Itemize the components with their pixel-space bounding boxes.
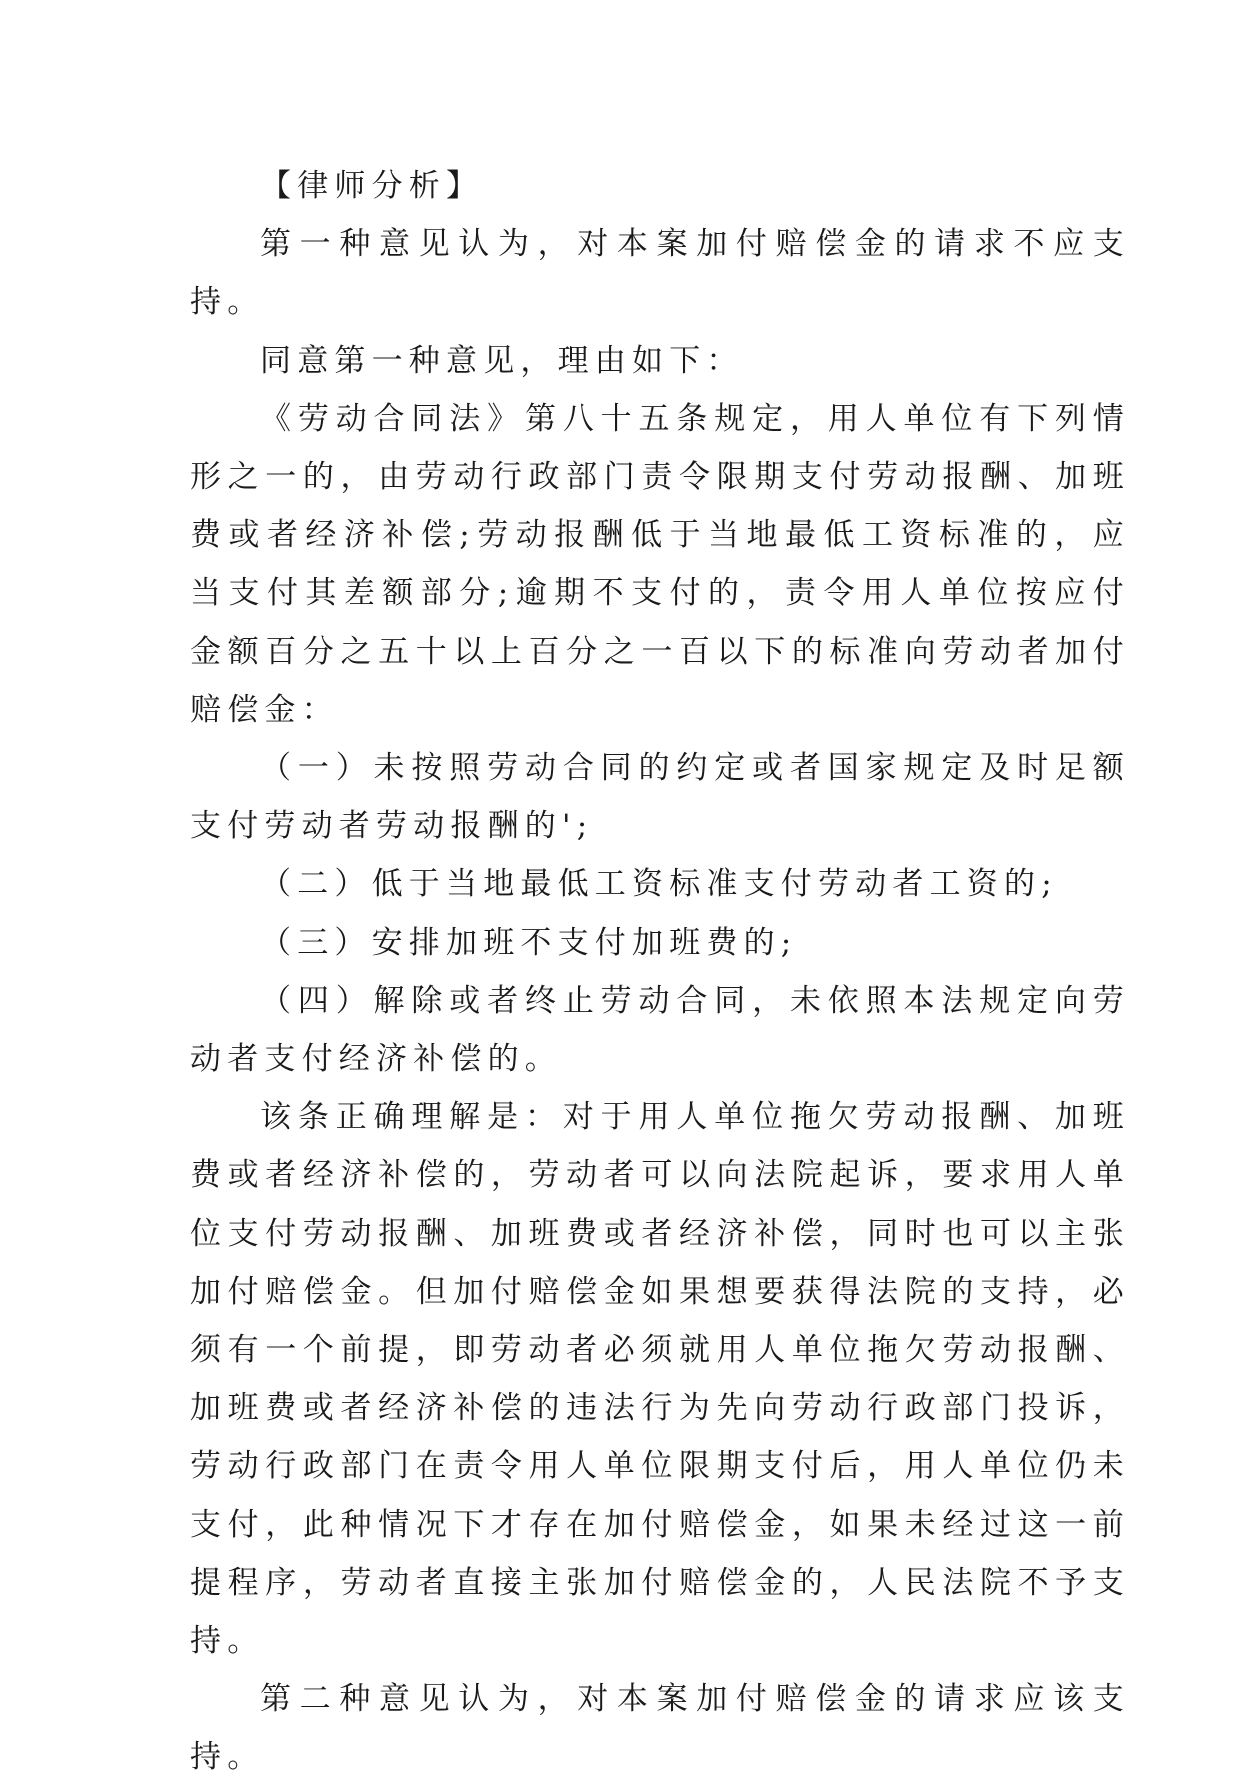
paragraph-item-2: （二）低于当地最低工资标准支付劳动者工资的; [260,866,1058,903]
paragraph-opinion-one: 第一种意见认为，对本案加付赔偿金的请求不应支持。 [190,226,1130,321]
paragraph-article-85: 《劳动合同法》第八十五条规定，用人单位有下列情形之一的，由劳动行政部门责令限期支付劳动报酬、加班费或者经济补偿;劳动报酬低于当地最低工资标准的，应当支付其差额部分;逾期不支付的，责令用人单位按应付金额百分之五十以上百分之一百以下的标准向劳动者加付赔偿金： [190,400,1130,728]
paragraph-item-4: （四）解除或者终止劳动合同，未依照本法规定向劳动者支付经济补偿的。 [190,982,1130,1078]
paragraph-opinion-two: 第二种意见认为，对本案加付赔偿金的请求应该支持。 [190,1681,1130,1776]
heading-lawyer-analysis: 【律师分析】 [260,168,484,204]
paragraph-item-3: （三）安排加班不支付加班费的; [260,924,798,961]
paragraph-interpretation: 该条正确理解是：对于用人单位拖欠劳动报酬、加班费或者经济补偿的，劳动者可以向法院起诉，要求用人单位支付劳动报酬、加班费或者经济补偿，同时也可以主张加付赔偿金。但加付赔偿金如果想要获得法院的支持，必须有一个前提，即劳动者必须就用人单位拖欠劳动报酬、加班费或者经济补偿的违法行为先向劳动行政部门投诉，劳动行政部门在责令用人单位限期支付后，用人单位仍未支付，此种情况下才存在加付赔偿金，如果未经过这一前提程序，劳动者直接主张加付赔偿金的，人民法院不予支持。 [190,1099,1130,1660]
document-body [190,157,1130,1787]
paragraph-agree-reasons: 同意第一种意见，理由如下： [260,342,744,379]
paragraph-item-1: （一）未按照劳动合同的约定或者国家规定及时足额支付劳动者劳动报酬的'; [190,750,1130,845]
